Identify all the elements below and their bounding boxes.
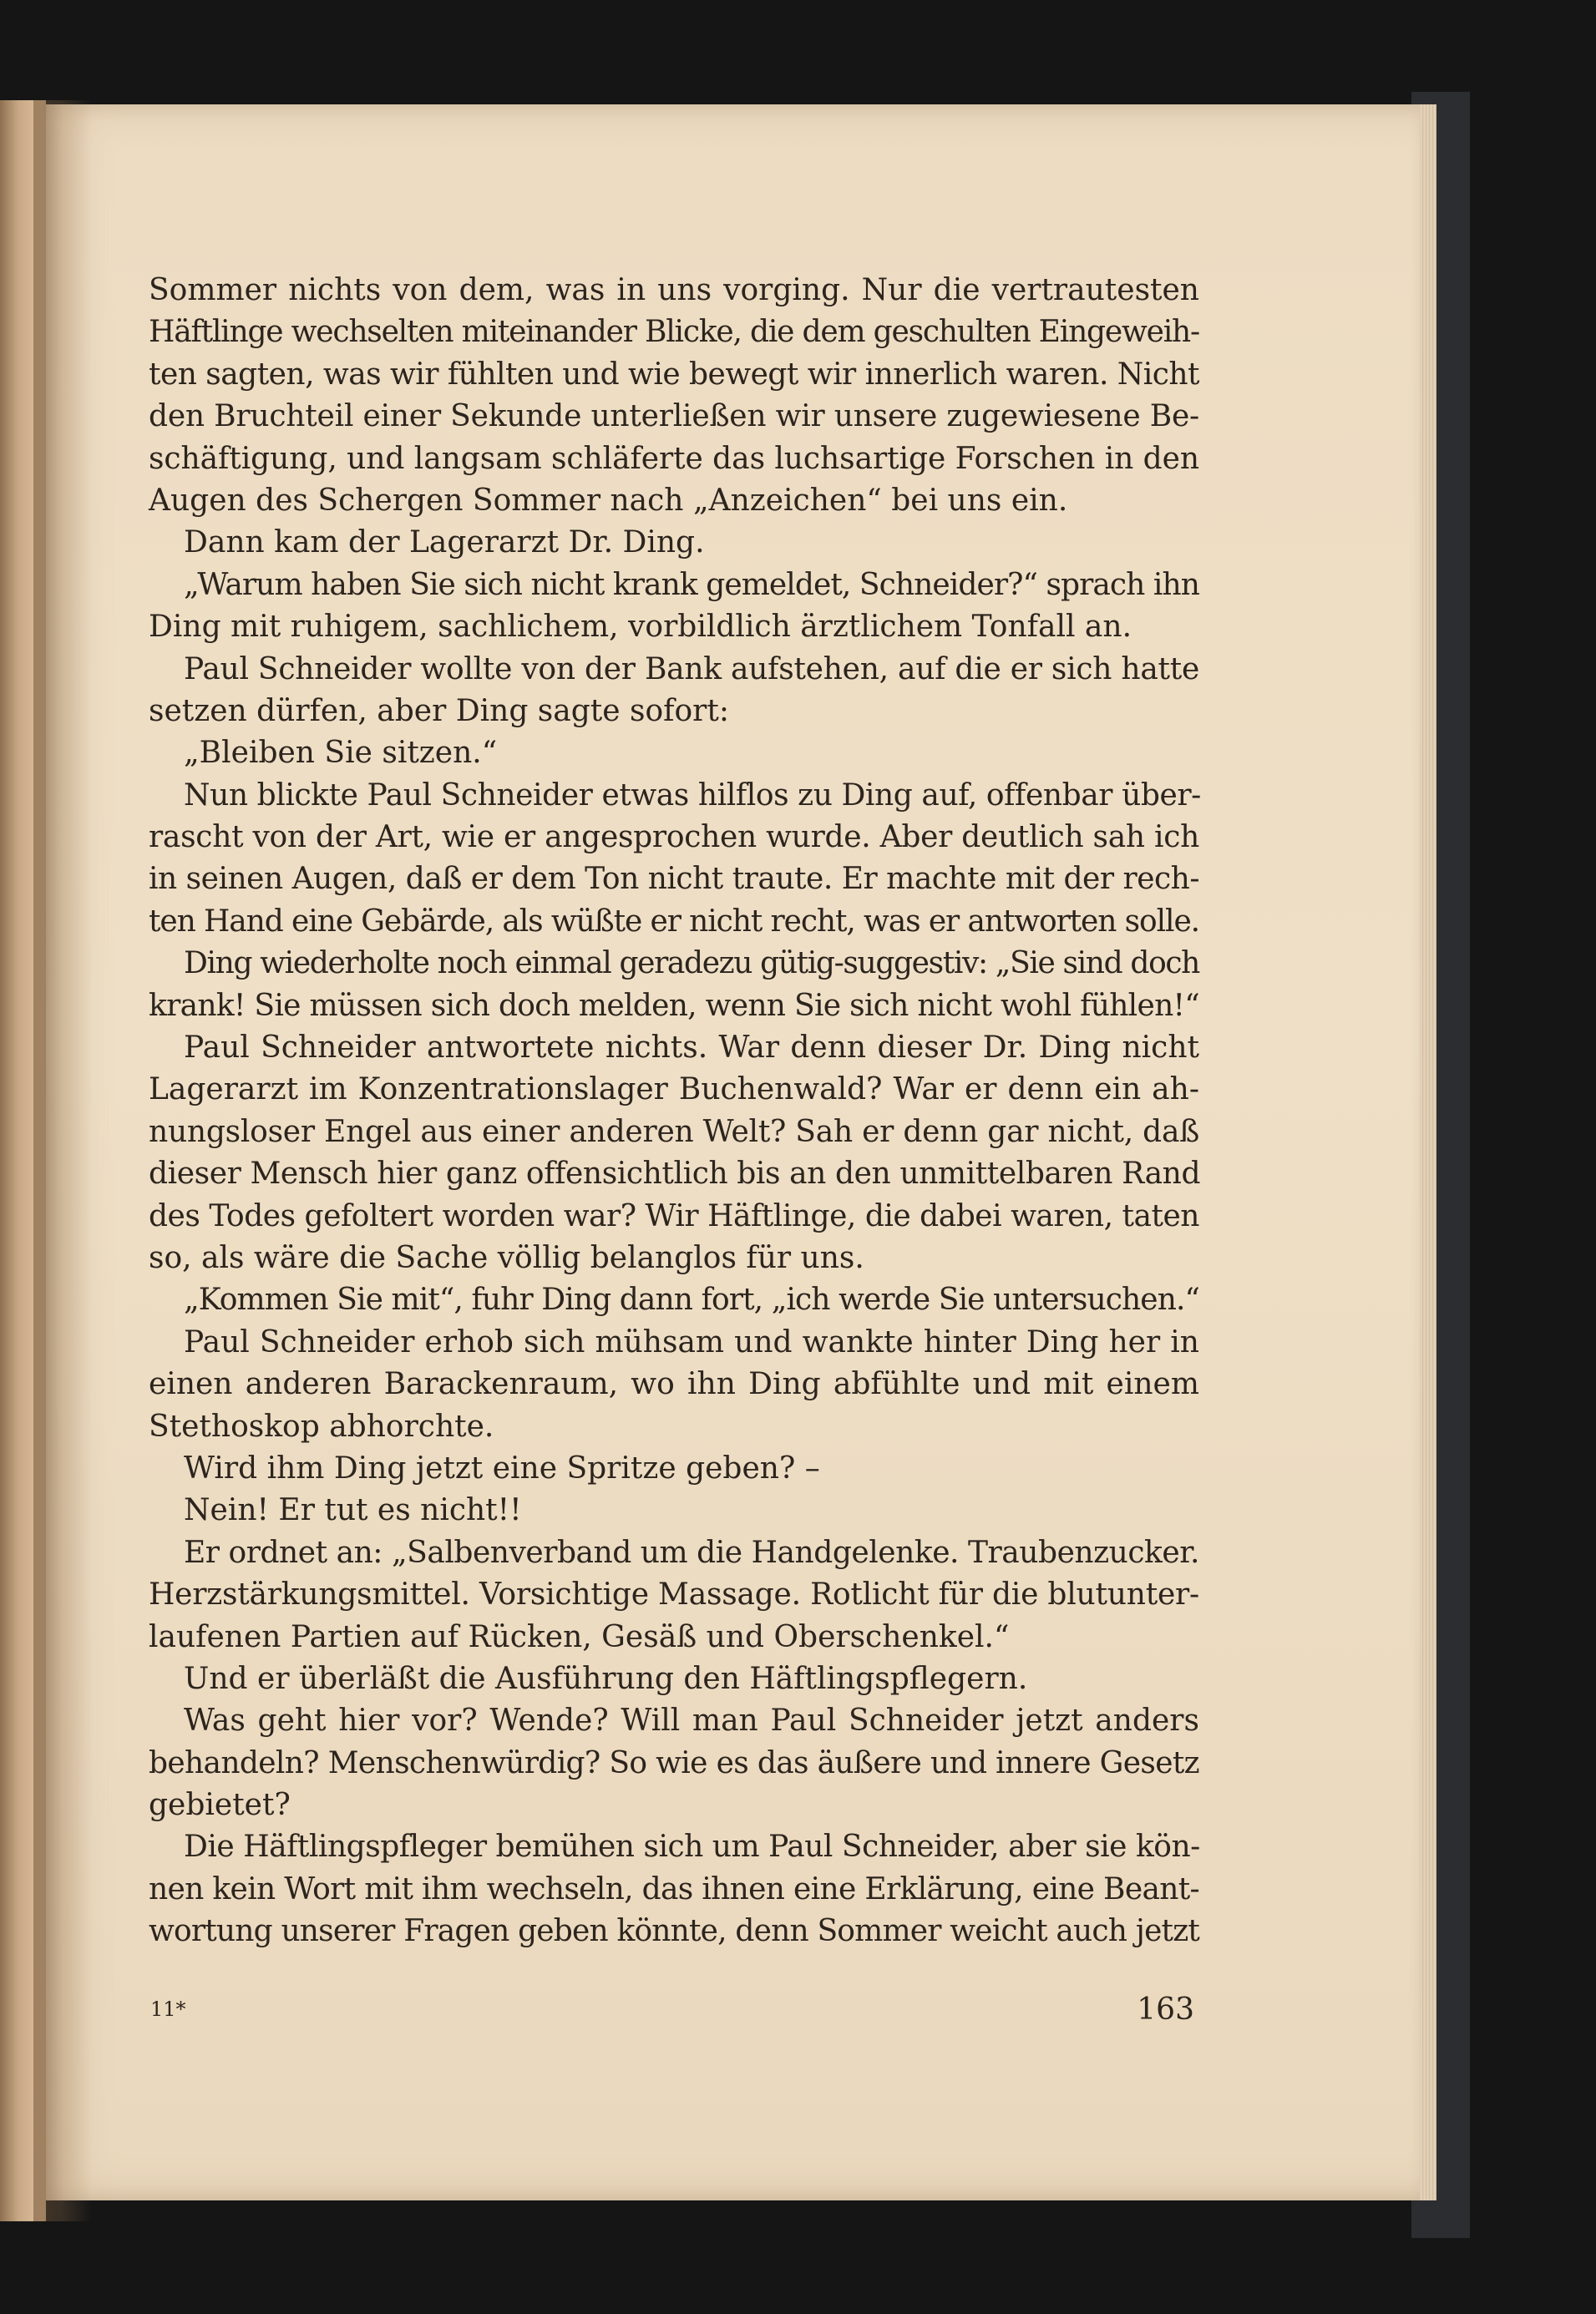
text-line: Lagerarzt im Konzentrationslager Buchenwald? War er denn ein ah- (149, 1072, 1199, 1107)
text-line: krank! Sie müssen sich doch melden, wenn Sie sich nicht wohl fühlen!“ (149, 988, 1199, 1023)
text-line: behandeln? Menschenwürdig? So wie es das äußere und innere Gesetz (149, 1745, 1199, 1780)
text-line: Stethoskop abhorchte. (149, 1409, 494, 1444)
text-line: ten sagten, was wir fühlten und wie bewegt wir innerlich waren. Nicht (149, 357, 1199, 392)
text-line: „Bleiben Sie sitzen.“ (184, 736, 498, 771)
text-line: laufenen Partien auf Rücken, Gesäß und Oberschenkel.“ (149, 1619, 1010, 1654)
text-line: setzen dürfen, aber Ding sagte sofort: (149, 693, 729, 728)
text-line: Er ordnet an: „Salbenverband um die Handgelenke. Traubenzucker. (184, 1535, 1199, 1570)
text-line: Ding mit ruhigem, sachlichem, vorbildlich ärztlichem Tonfall an. (149, 610, 1132, 645)
body-text (149, 270, 1199, 1953)
text-line: „Warum haben Sie sich nicht krank gemeldet, Schneider?“ sprach ihn (184, 567, 1199, 602)
page-footer (150, 1992, 1194, 2034)
text-line: des Todes gefoltert worden war? Wir Häftlinge, die dabei waren, taten (149, 1198, 1199, 1233)
text-line: Sommer nichts von dem, was in uns vorging. Nur die vertrautesten (149, 273, 1199, 307)
text-line: Paul Schneider erhob sich mühsam und wankte hinter Ding her in (184, 1324, 1199, 1360)
text-line: Und er überläßt die Ausführung den Häftlingspflegern. (184, 1661, 1028, 1696)
page-fore-edge (1420, 104, 1436, 2200)
text-line: Augen des Schergen Sommer nach „Anzeichen“ bei uns ein. (149, 483, 1068, 518)
text-line: rascht von der Art, wie er angesprochen wurde. Aber deutlich sah ich (149, 820, 1199, 855)
text-line: gebietet? (149, 1788, 291, 1823)
text-line: Paul Schneider antwortete nichts. War denn dieser Dr. Ding nicht (184, 1030, 1199, 1066)
text-line: Nun blickte Paul Schneider etwas hilflos zu Ding auf, offenbar über- (184, 777, 1201, 813)
text-line: einen anderen Barackenraum, wo ihn Ding abfühlte und mit einem (149, 1367, 1199, 1402)
text-line: Paul Schneider wollte von der Bank aufstehen, auf die er sich hatte (184, 651, 1200, 686)
text-line: Ding wiederholte noch einmal geradezu gütig-suggestiv: „Sie sind doch (184, 946, 1199, 981)
text-line: den Bruchteil einer Sekunde unterließen wir unsere zugewiesene Be- (149, 399, 1199, 434)
text-line: nen kein Wort mit ihm wechseln, das ihnen eine Erklärung, eine Beant- (149, 1871, 1199, 1906)
page-number: 163 (1137, 1992, 1194, 2027)
text-line: so, als wäre die Sache völlig belanglos für uns. (149, 1240, 864, 1275)
text-line: nungsloser Engel aus einer anderen Welt? Sah er denn gar nicht, daß (149, 1114, 1200, 1149)
text-line: Was geht hier vor? Wende? Will man Paul Schneider jetzt anders (184, 1704, 1199, 1739)
text-line: Die Häftlingspfleger bemühen sich um Paul Schneider, aber sie kön- (184, 1830, 1200, 1865)
text-line: Dann kam der Lagerarzt Dr. Ding. (184, 525, 705, 560)
text-line: Wird ihm Ding jetzt eine Spritze geben? – (184, 1451, 820, 1486)
text-line: Häftlinge wechselten miteinander Blicke, die dem geschulten Eingeweih- (149, 315, 1199, 350)
text-line: ten Hand eine Gebärde, als wüßte er nicht recht, was er antworten solle. (149, 904, 1200, 939)
text-line: Nein! Er tut es nicht!! (184, 1493, 522, 1528)
text-line: Herzstärkungsmittel. Vorsichtige Massage. Rotlicht für die blutunter- (149, 1577, 1199, 1613)
signature-mark: 11* (150, 1998, 186, 2021)
gutter-shadow (33, 100, 92, 2221)
text-line: schäftigung, und langsam schläferte das luchsartige Forschen in den (149, 441, 1200, 476)
text-line: wortung unserer Fragen geben könnte, denn Sommer weicht auch jetzt (149, 1914, 1199, 1949)
text-line: in seinen Augen, daß er dem Ton nicht traute. Er machte mit der rech- (149, 862, 1200, 897)
text-line: „Kommen Sie mit“, fuhr Ding dann fort, „ich werde Sie untersuchen.“ (184, 1283, 1200, 1318)
text-line: dieser Mensch hier ganz offensichtlich bis an den unmittelbaren Rand (149, 1157, 1201, 1192)
